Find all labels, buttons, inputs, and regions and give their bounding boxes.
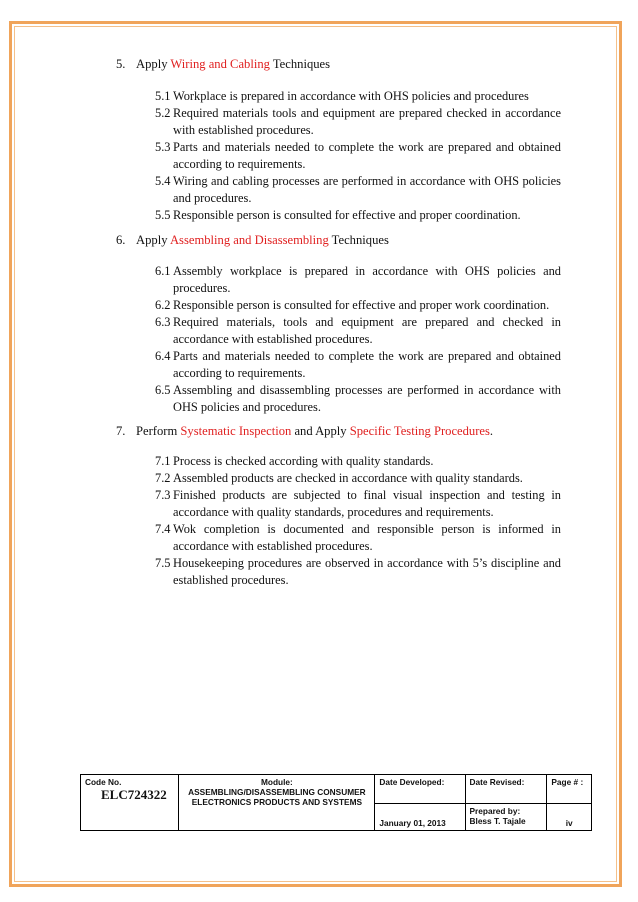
item-text: Assembly workplace is prepared in accordance with OHS policies and procedures.	[173, 264, 561, 295]
item-text: Required materials tools and equipment are prepared checked in accordance with established procedures.	[173, 106, 561, 137]
heading-segment: Wiring and Cabling	[170, 57, 270, 71]
module-cell	[179, 775, 375, 831]
item-text: Wiring and cabling processes are performed in accordance with OHS policies and procedures.	[173, 174, 561, 205]
item-number: 7.1	[155, 454, 171, 468]
code-cell	[81, 775, 179, 831]
item-number: 5.3	[155, 140, 171, 154]
item-number: 7.3	[155, 488, 171, 502]
list-item	[155, 348, 561, 382]
item-text: Process is checked according with quality standards.	[173, 454, 434, 468]
item-number: 7.5	[155, 556, 171, 570]
date-developed-label: Date Developed:	[375, 775, 465, 804]
list-item	[155, 263, 561, 297]
item-text: Finished products are subjected to final visual inspection and testing in accordance with quality standards, procedures and requirements.	[173, 488, 561, 519]
heading-segment: and Apply	[291, 424, 350, 438]
heading-segment: Assembling and Disassembling	[169, 233, 329, 247]
item-number: 7.2	[155, 471, 171, 485]
item-number: 5.4	[155, 174, 171, 188]
item-text: Assembled products are checked in accordance with quality standards.	[173, 471, 523, 485]
list-item	[155, 470, 561, 487]
item-text: Assembling and disassembling processes are performed in accordance with OHS policies and procedures.	[173, 383, 561, 414]
date-developed-value: January 01, 2013	[375, 804, 465, 831]
date-revised-label: Date Revised:	[465, 775, 547, 804]
item-text: Parts and materials needed to complete the work are prepared and obtained according to requirements.	[173, 349, 561, 380]
heading-segment: Perform	[136, 424, 181, 438]
item-text: Workplace is prepared in accordance with OHS policies and procedures	[173, 89, 529, 103]
item-text: Responsible person is consulted for effective and proper work coordination.	[173, 298, 550, 312]
list-item	[155, 207, 561, 224]
list-item	[155, 453, 561, 470]
heading-segment: .	[489, 424, 494, 438]
list-item	[155, 521, 561, 555]
item-number: 6.5	[155, 383, 171, 397]
heading-segment: Apply	[136, 233, 170, 247]
item-number: 5.2	[155, 106, 171, 120]
prepared-by-value: Bless T. Tajale	[469, 816, 526, 826]
module-label: Module:	[260, 777, 293, 787]
item-text: Parts and materials needed to complete the work are prepared and obtained according to requirements.	[173, 140, 561, 171]
page-value: iv	[547, 804, 592, 831]
item-number: 6.4	[155, 349, 171, 363]
section-items-3	[155, 453, 561, 589]
list-item	[155, 487, 561, 521]
heading-segment: Techniques	[328, 233, 389, 247]
document-footer-table	[80, 774, 592, 831]
list-item	[155, 139, 561, 173]
list-item	[155, 382, 561, 416]
code-label: Code No.	[85, 777, 122, 787]
heading-segment: Techniques	[269, 57, 331, 71]
item-text: Required materials, tools and equipment are prepared and checked in accordance with established procedures.	[173, 315, 561, 346]
heading-segment: Apply	[136, 57, 171, 71]
code-value: ELC724322	[101, 787, 167, 802]
item-number: 6.2	[155, 298, 171, 312]
item-text: Responsible person is consulted for effective and proper coordination.	[173, 208, 521, 222]
section-heading-3	[116, 423, 566, 440]
section-heading-1	[116, 56, 566, 73]
page-label: Page # :	[547, 775, 592, 804]
list-item	[155, 314, 561, 348]
section-number: 6.	[116, 233, 126, 247]
section-items-2	[155, 263, 561, 416]
item-number: 5.1	[155, 89, 171, 103]
heading-segment: Specific Testing Procedures	[349, 424, 490, 438]
section-heading-2	[116, 232, 566, 249]
heading-segment: Systematic Inspection	[180, 424, 292, 438]
section-number: 5.	[116, 57, 126, 71]
prepared-by-label: Prepared by:	[469, 806, 521, 816]
section-items-1	[155, 88, 561, 224]
list-item	[155, 297, 561, 314]
item-text: Wok completion is documented and responsible person is informed in accordance with established procedures.	[173, 522, 561, 553]
item-number: 6.3	[155, 315, 171, 329]
list-item	[155, 105, 561, 139]
module-value: ASSEMBLING/DISASSEMBLING CONSUMER ELECTRONICS PRODUCTS AND SYSTEMS	[188, 787, 366, 807]
item-number: 6.1	[155, 264, 171, 278]
list-item	[155, 173, 561, 207]
section-number: 7.	[116, 424, 126, 438]
list-item	[155, 555, 561, 589]
item-number: 5.5	[155, 208, 171, 222]
item-number: 7.4	[155, 522, 171, 536]
list-item	[155, 88, 561, 105]
prepared-by-cell	[465, 804, 547, 831]
item-text: Housekeeping procedures are observed in accordance with 5’s discipline and established procedures.	[173, 556, 561, 587]
